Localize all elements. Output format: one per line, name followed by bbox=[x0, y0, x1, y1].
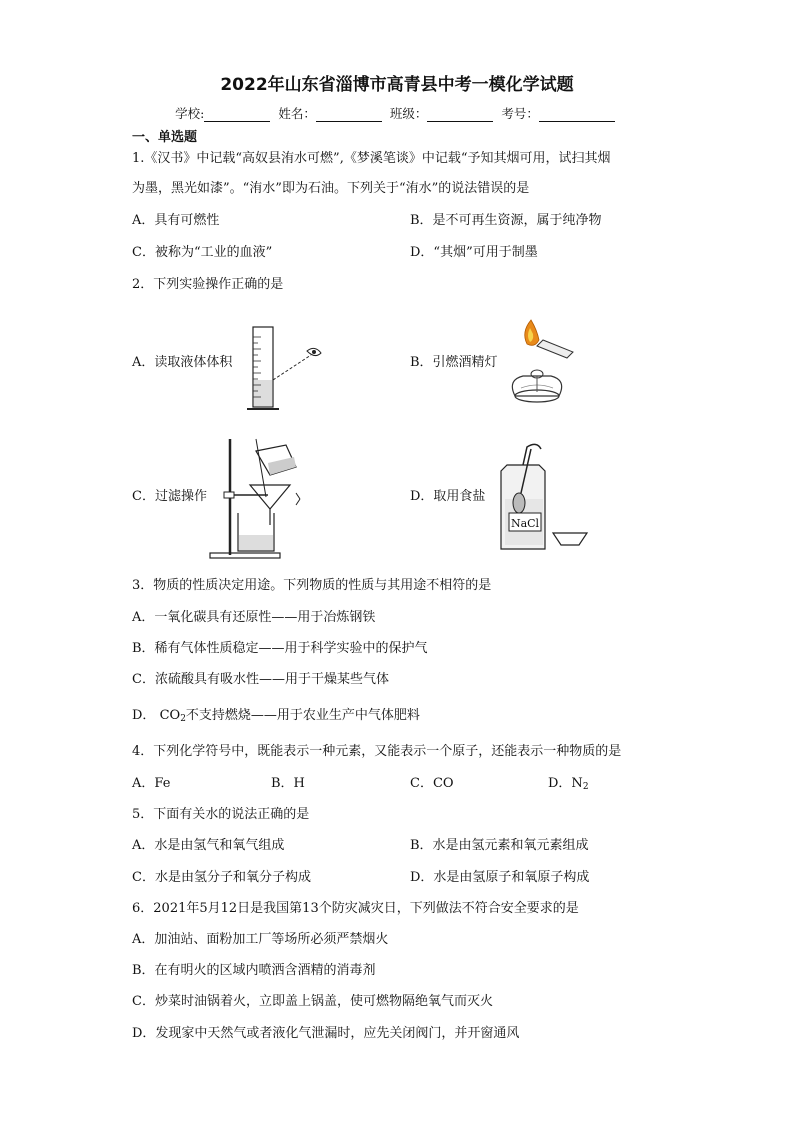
q5-option-c: C．水是由氢分子和氧分子构成 bbox=[132, 870, 311, 885]
school-label: 学校: bbox=[175, 106, 205, 121]
section-title: 一、单选题 bbox=[132, 130, 198, 145]
q5-option-b: B．水是由氢元素和氧元素组成 bbox=[410, 838, 589, 853]
class-blank[interactable] bbox=[427, 108, 493, 122]
q6-option-b: B．在有明火的区域内喷洒含酒精的消毒剂 bbox=[132, 963, 376, 978]
q4-option-b: B．H bbox=[271, 776, 305, 791]
q2-option-c: C．过滤操作 bbox=[132, 489, 207, 504]
q6-option-c: C．炒菜时油锅着火，立即盖上锅盖，使可燃物隔绝氧气而灭火 bbox=[132, 994, 493, 1009]
q6-option-a: A．加油站、面粉加工厂等场所必须严禁烟火 bbox=[132, 932, 389, 947]
q3-option-a: A．一氧化碳具有还原性——用于冶炼钢铁 bbox=[132, 610, 376, 625]
q6-stem: 6．2021年5月12日是我国第13个防灾减灾日，下列做法不符合安全要求的是 bbox=[132, 901, 579, 916]
q1-stem-line1: 1.《汉书》中记载“高奴县洧水可燃”,《梦溪笔谈》中记载“予知其烟可用，试扫其烟 bbox=[132, 151, 611, 166]
exam-number-blank[interactable] bbox=[539, 108, 615, 122]
nacl-label: NaCl bbox=[510, 517, 540, 530]
q2-option-d: D．取用食盐 bbox=[410, 489, 486, 504]
q5-stem: 5．下面有关水的说法正确的是 bbox=[132, 807, 310, 822]
q3-option-c: C．浓硫酸具有吸水性——用于干燥某些气体 bbox=[132, 672, 389, 687]
exam-number-label: 考号： bbox=[501, 106, 539, 121]
q2-option-a: A．读取液体体积 bbox=[132, 355, 233, 370]
name-label: 姓名： bbox=[278, 106, 316, 121]
salt-bottle-figure bbox=[497, 443, 593, 553]
q1-option-d: D．“其烟”可用于制墨 bbox=[410, 245, 538, 260]
q1-option-a: A．具有可燃性 bbox=[132, 213, 220, 228]
q2-stem: 2．下列实验操作正确的是 bbox=[132, 277, 284, 292]
q6-option-d: D．发现家中天然气或者液化气泄漏时，应先关闭阀门，并开窗通风 bbox=[132, 1026, 520, 1041]
q5-option-d: D．水是由氢原子和氧原子构成 bbox=[410, 870, 590, 885]
graduated-cylinder-figure bbox=[245, 325, 335, 415]
q4-option-d: D．$N_2$ bbox=[548, 776, 589, 792]
student-info-line bbox=[0, 104, 794, 122]
q2-option-b: B．引燃酒精灯 bbox=[410, 355, 498, 370]
class-label: 班级： bbox=[389, 106, 428, 121]
name-blank[interactable] bbox=[316, 108, 382, 122]
q4-stem: 4．下列化学符号中，既能表示一种元素，又能表示一个原子，还能表示一种物质的是 bbox=[132, 744, 622, 759]
page-title: 2022年山东省淄博市高青县中考一模化学试题 bbox=[220, 75, 574, 95]
q3-stem: 3．物质的性质决定用途。下列物质的性质与其用途不相符的是 bbox=[132, 578, 492, 593]
alcohol-lamp-figure bbox=[497, 318, 587, 410]
q1-option-c: C．被称为“工业的血液” bbox=[132, 245, 273, 260]
q5-option-a: A．水是由氢气和氧气组成 bbox=[132, 838, 285, 853]
q1-option-b: B．是不可再生资源，属于纯净物 bbox=[410, 213, 602, 228]
q3-option-b: B．稀有气体性质稳定——用于科学实验中的保护气 bbox=[132, 641, 428, 656]
q1-stem-line2: 为墨，黑光如漆”。“洧水”即为石油。下列关于“洧水”的说法错误的是 bbox=[132, 181, 530, 196]
q4-option-a: A．Fe bbox=[132, 776, 171, 791]
q4-option-c: C．CO bbox=[410, 776, 454, 791]
school-blank[interactable] bbox=[204, 108, 270, 122]
filtration-figure bbox=[208, 437, 304, 561]
q3-option-d: D． $CO_2$不支持燃烧——用于农业生产中气体肥料 bbox=[132, 708, 420, 724]
